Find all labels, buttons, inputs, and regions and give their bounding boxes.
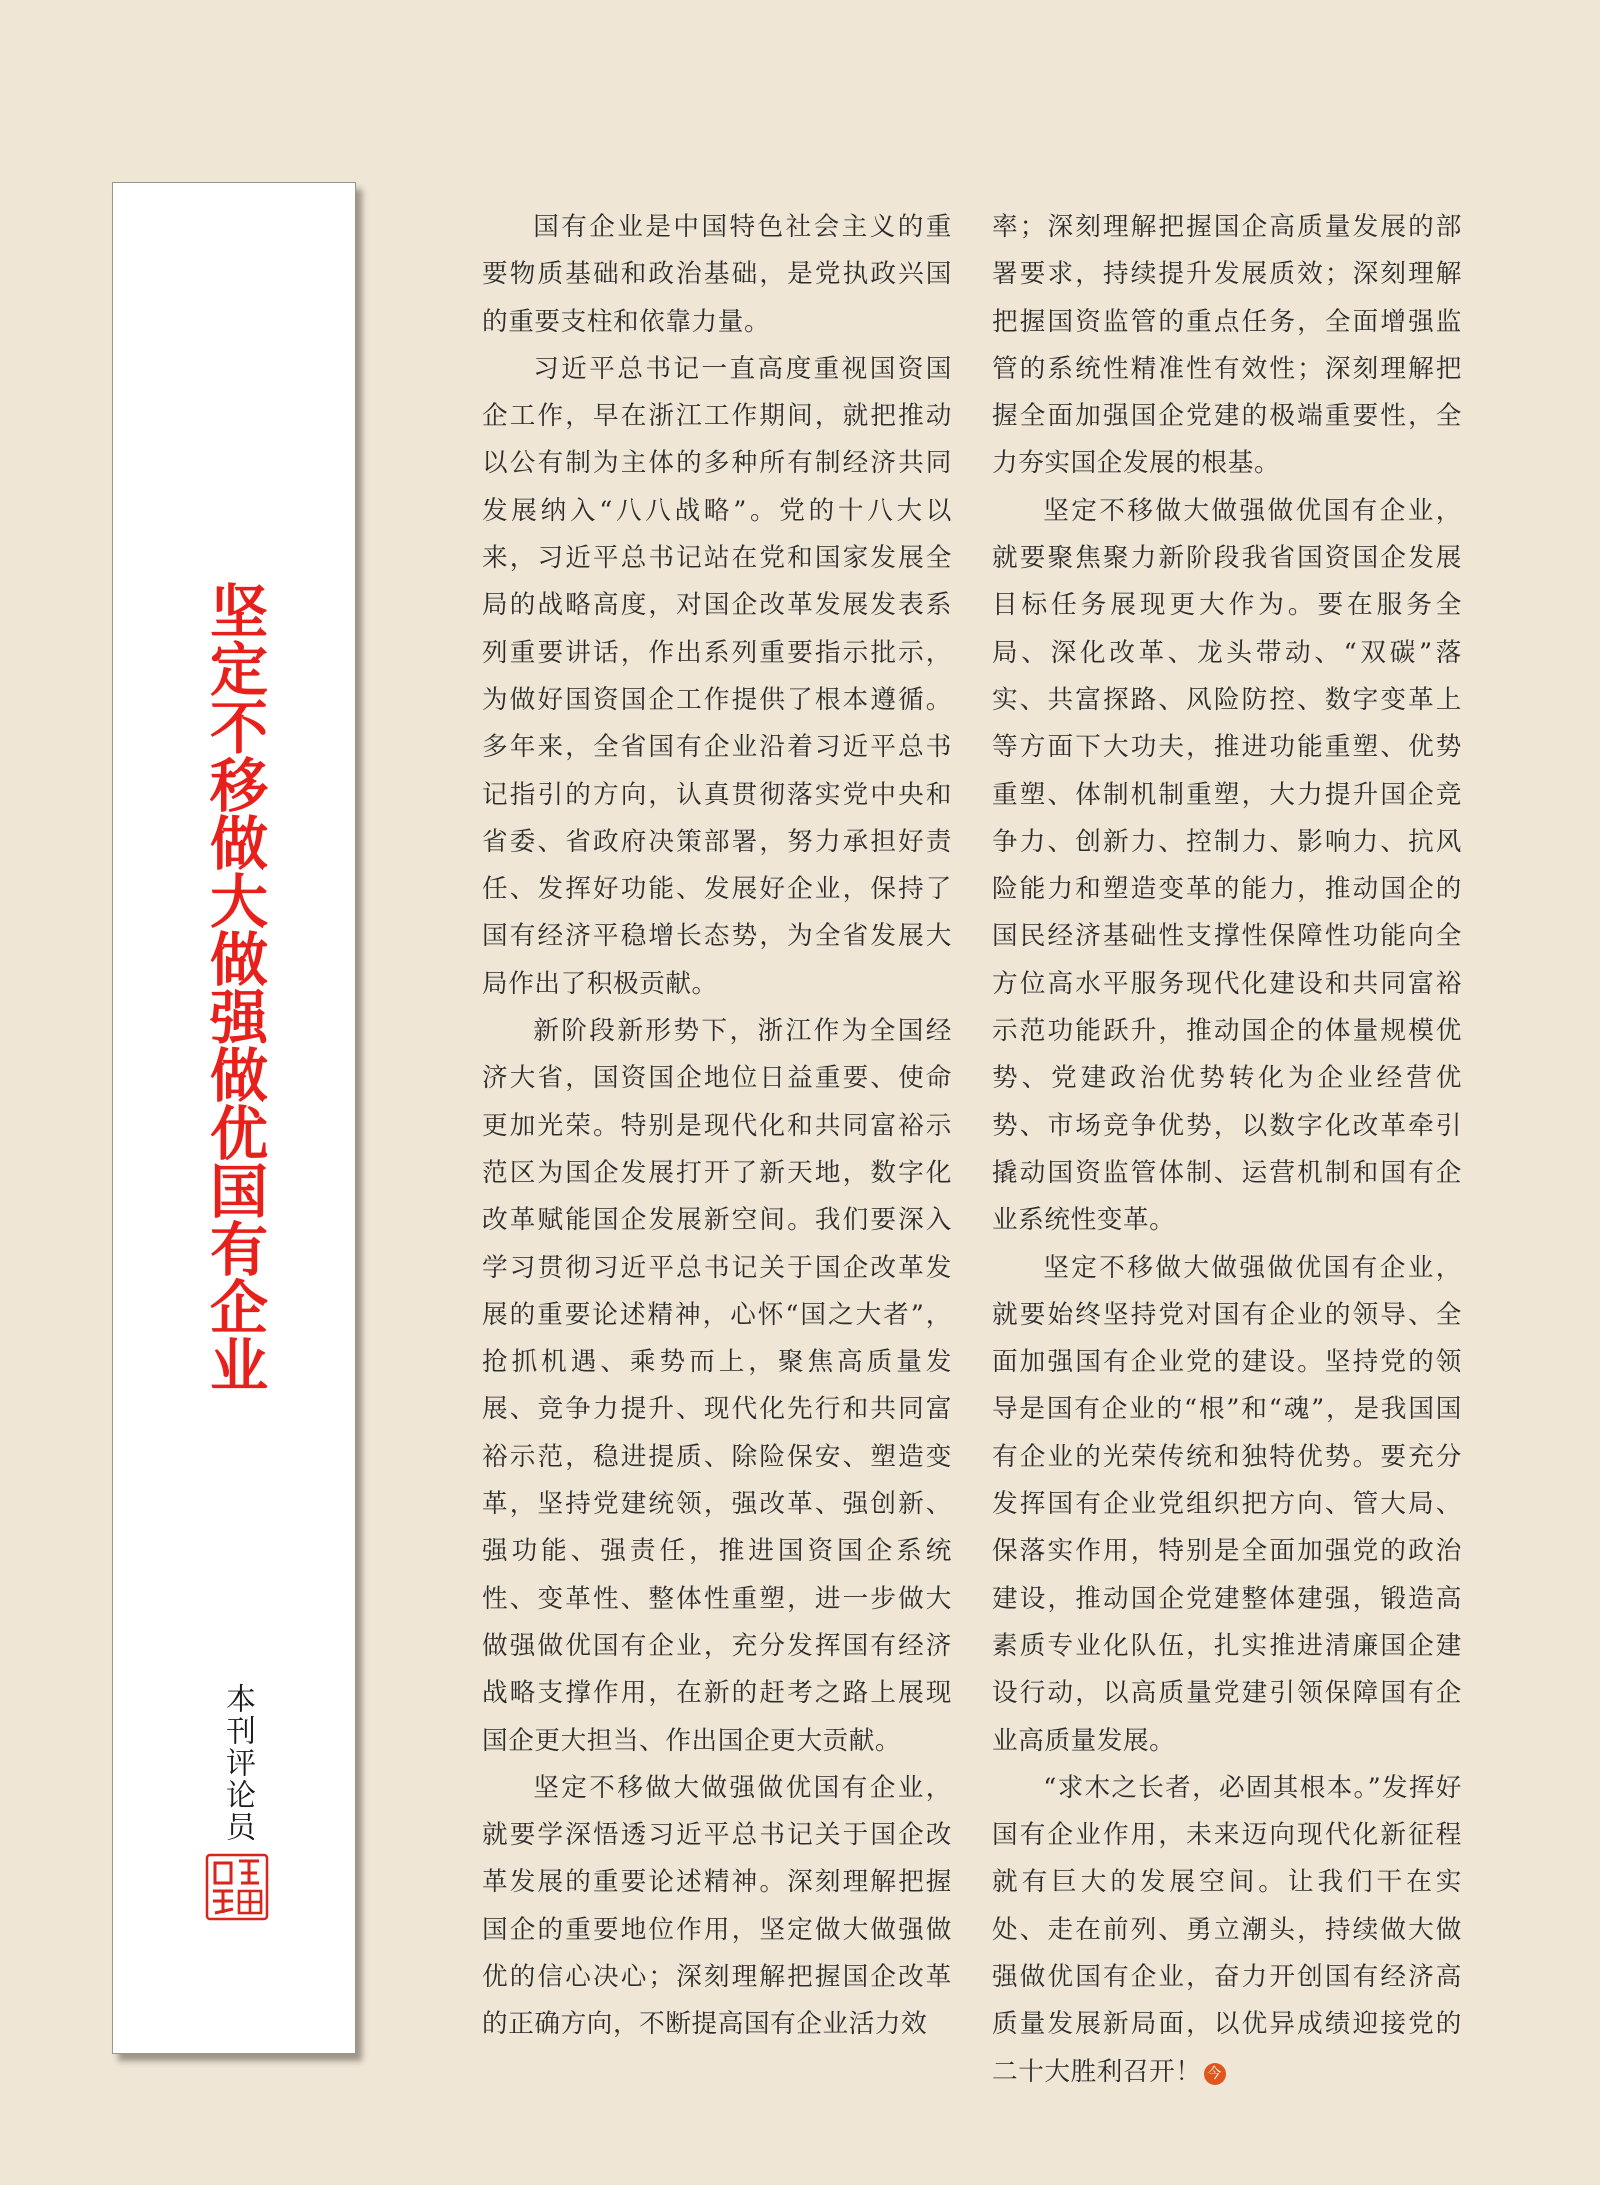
seal-stamp-icon (205, 1853, 269, 1921)
final-paragraph-text: “求木之长者，必固其根本。”发挥好国有企业作用，未来迈向现代化新征程就有巨大的发展空间。让我们干在实处、走在前列、勇立潮头，持续做大做强做优国有企业，奋力开创国有经济高质量发展新局面，以优异成绩迎接党的二十大胜利召开！ (992, 1772, 1462, 2087)
paragraph: 新阶段新形势下，浙江作为全国经济大省，国资国企地位日益重要、使命更加光荣。特别是现代化和共同富裕示范区为国企发展打开了新天地，数字化改革赋能国企发展新空间。我们要深入学习贯彻习近平总书记关于国企改革发展的重要论述精神，心怀“国之大者”，抢抓机遇、乘势而上，聚焦高质量发展、竞争力提升、现代化先行和共同富裕示范，稳进提质、除险保安、塑造变革，坚持党建统领，强改革、强创新、强功能、强责任，推进国资国企系统性、变革性、整体性重塑，进一步做大做强做优国有企业，充分发挥国有经济战略支撑作用，在新的赶考之路上展现国企更大担当、作出国企更大贡献。 (482, 1016, 952, 1756)
title-panel (112, 182, 356, 2054)
paragraph-final (992, 1765, 1462, 2096)
end-mark-icon: 今 (1204, 2063, 1226, 2085)
paragraph: 坚定不移做大做强做优国有企业，就要学深悟透习近平总书记关于国企改革发展的重要论述精神。深刻理解把握国企的重要地位作用，坚定做大做强做优的信心决心；深刻理解把握国企改革的正确方向，不断提高国有企业活力效 (482, 1772, 952, 2040)
paragraph: 习近平总书记一直高度重视国资国企工作，早在浙江工作期间，就把推动以公有制为主体的多种所有制经济共同发展纳入“八八战略”。党的十八大以来，习近平总书记站在党和国家发展全局的战略高度，对国企改革发展发表系列重要讲话，作出系列重要指示批示，为做好国资国企工作提供了根本遵循。多年来，全省国有企业沿着习近平总书记指引的方向，认真贯彻落实党中央和省委、省政府决策部署，努力承担好责任、发挥好功能、发展好企业，保持了国有经济平稳增长态势，为全省发展大局作出了积极贡献。 (482, 353, 952, 999)
paragraph-continued: 率；深刻理解把握国企高质量发展的部署要求，持续提升发展质效；深刻理解把握国资监管的重点任务，全面增强监管的系统性精准性有效性；深刻理解把握全面加强国企党建的极端重要性，全力夯实国企发展的根基。 (992, 212, 1462, 479)
author-byline: 本刊评论员 (220, 1683, 255, 1843)
paragraph: 国有企业是中国特色社会主义的重要物质基础和政治基础，是党执政兴国的重要支柱和依靠力量。 (482, 212, 952, 337)
article-title: 坚定不移做大做强做优国有企业 (200, 581, 268, 1393)
text-column-right (992, 204, 1462, 2096)
paragraph: 坚定不移做大做强做优国有企业，就要始终坚持党对国有企业的领导、全面加强国有企业党的建设。坚持党的领导是国有企业的“根”和“魂”，是我国国有企业的光荣传统和独特优势。要充分发挥国有企业党组织把方向、管大局、保落实作用，特别是全面加强党的政治建设，推动国企党建整体建强，锻造高素质专业化队伍，扎实推进清廉国企建设行动，以高质量党建引领保障国有企业高质量发展。 (992, 1252, 1462, 1756)
text-column-left (482, 204, 952, 2049)
paragraph: 坚定不移做大做强做优国有企业，就要聚焦聚力新阶段我省国资国企发展目标任务展现更大作为。要在服务全局、深化改革、龙头带动、“双碳”落实、共富探路、风险防控、数字变革上等方面下大功夫，推进功能重塑、优势重塑、体制机制重塑，大力提升国企竞争力、创新力、控制力、影响力、抗风险能力和塑造变革的能力，推动国企的国民经济基础性支撑性保障性功能向全方位高水平服务现代化建设和共同富裕示范功能跃升，推动国企的体量规模优势、党建政治优势转化为企业经营优势、市场竞争优势，以数字化改革牵引撬动国资监管体制、运营机制和国有企业系统性变革。 (992, 495, 1462, 1236)
